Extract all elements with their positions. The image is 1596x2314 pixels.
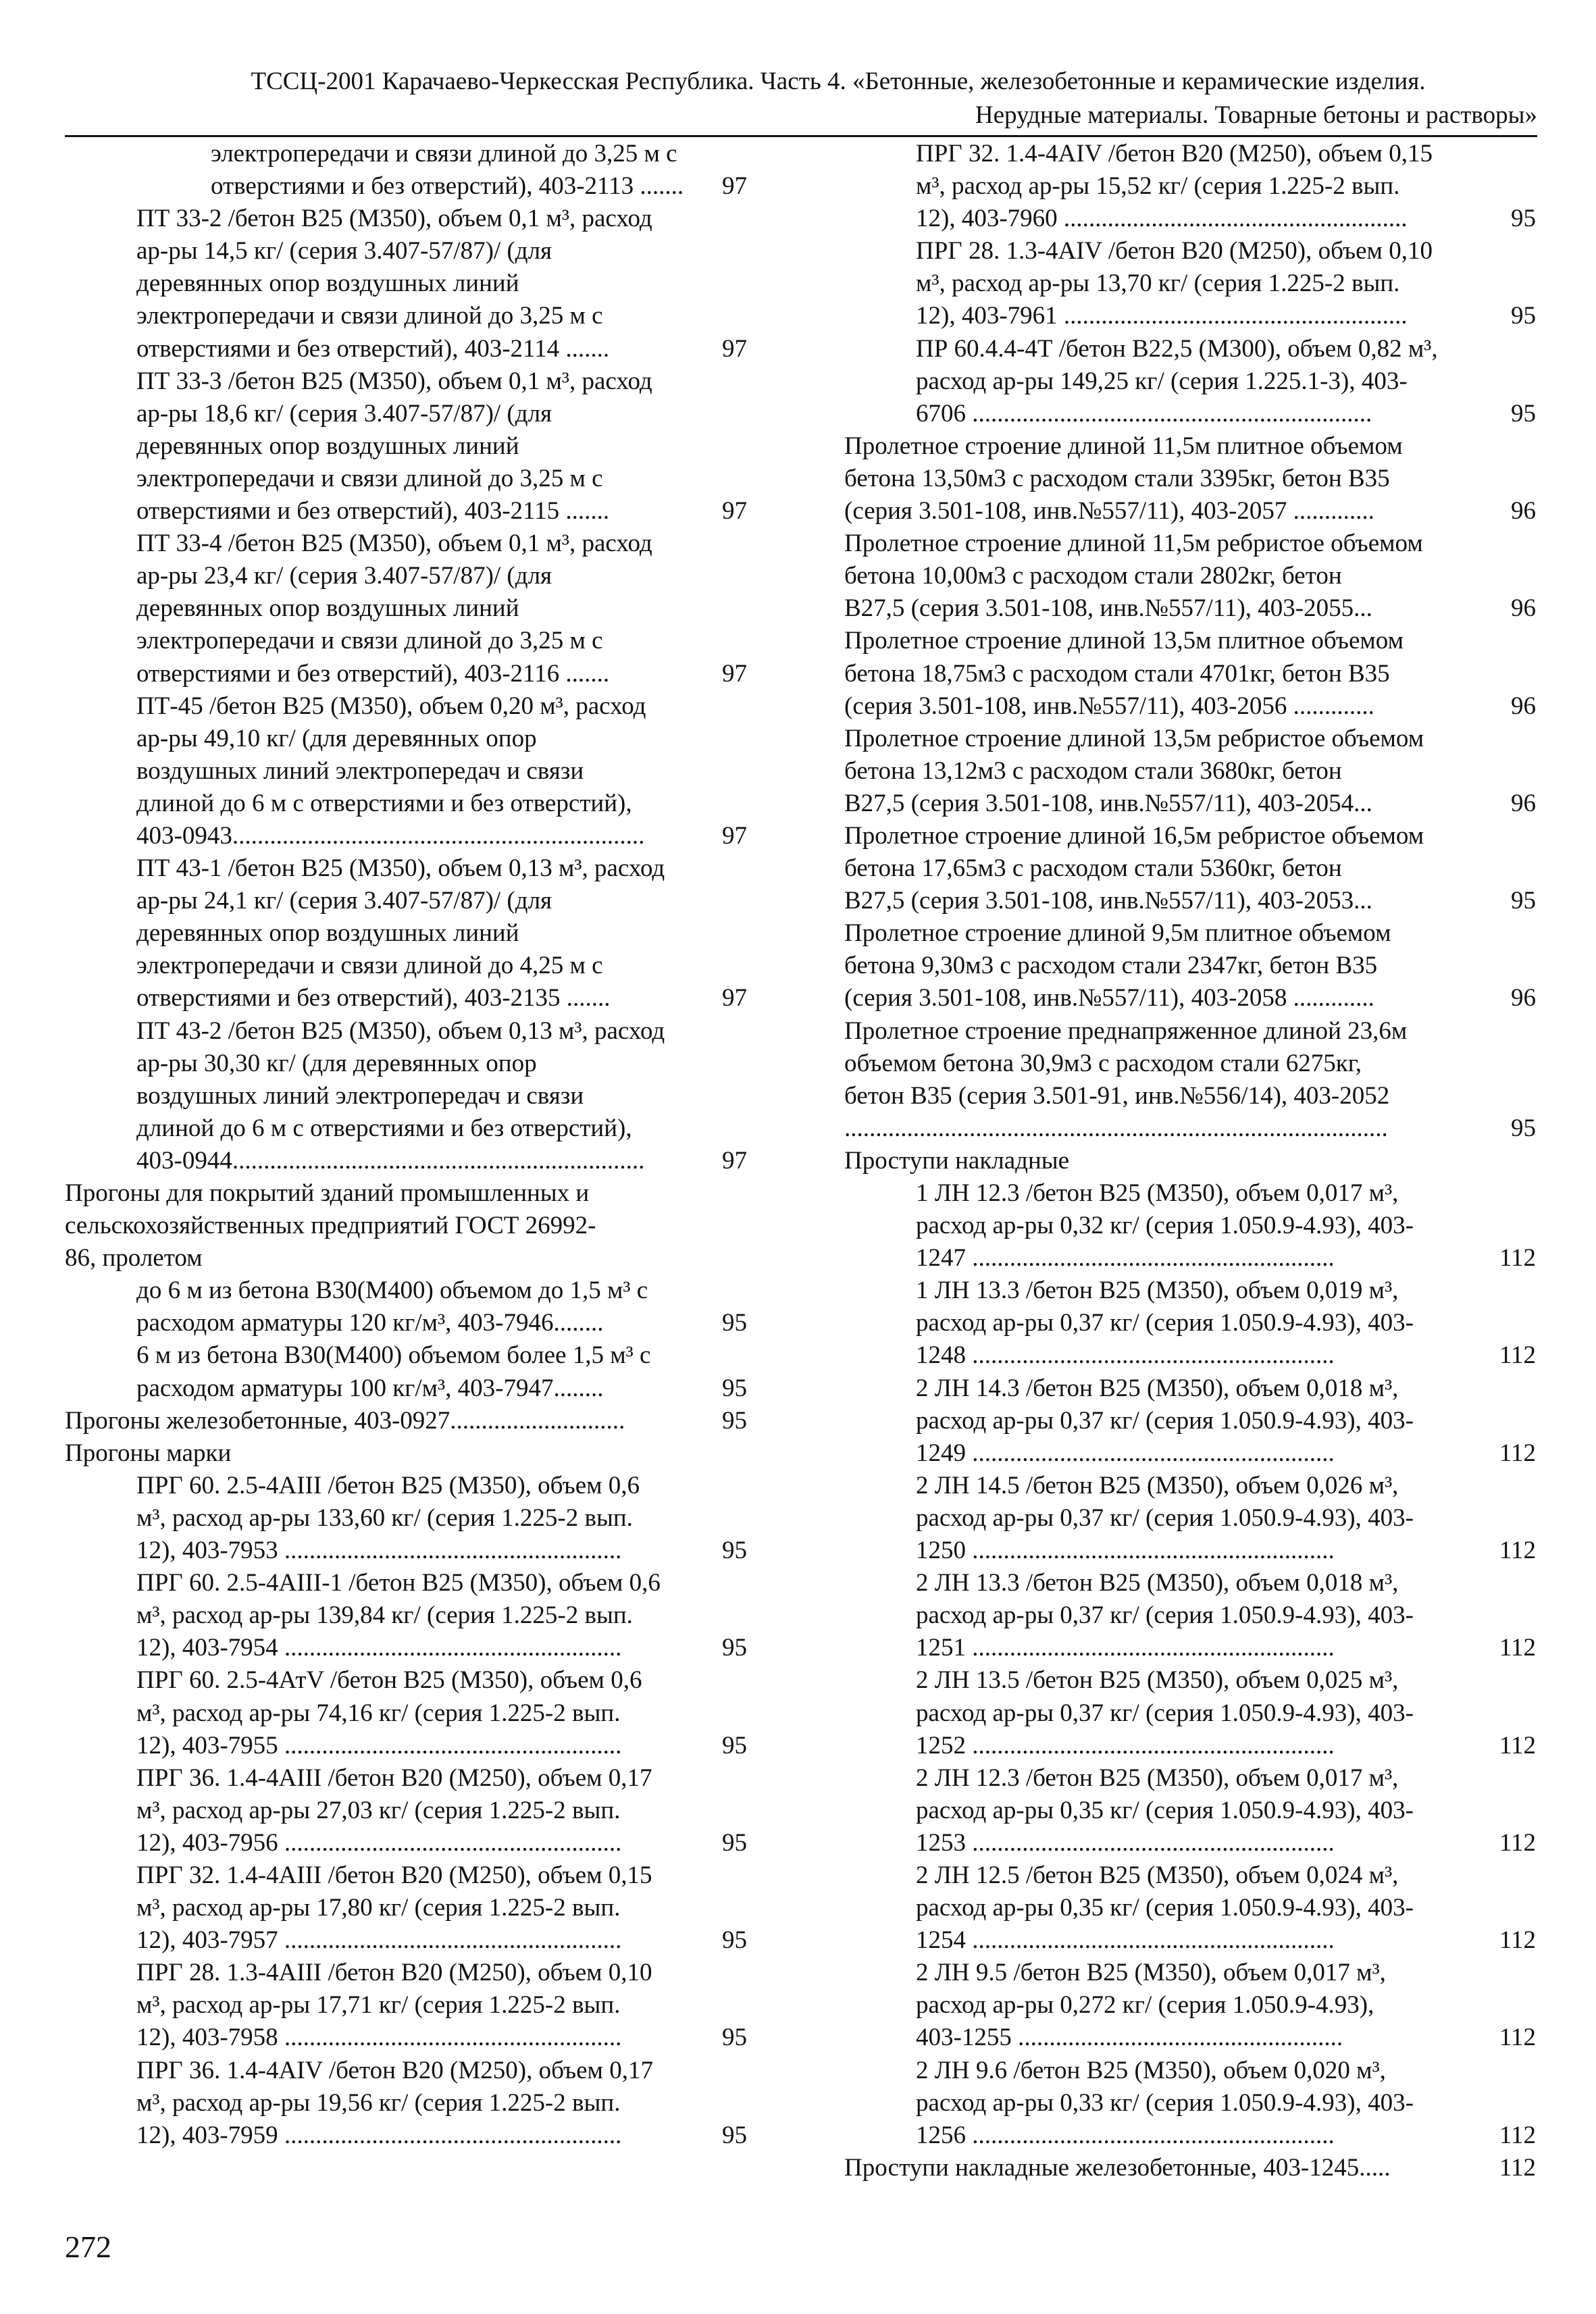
entry-text-line: 1249 .......................................................... bbox=[916, 1439, 1335, 1467]
index-entry bbox=[65, 1762, 747, 1859]
entry-text-line: ПТ 33-4 /бетон В25 (М350), объем 0,1 м³, расход bbox=[136, 530, 652, 558]
entry-page-number: 97 bbox=[719, 658, 747, 690]
entry-page-number: 95 bbox=[719, 2119, 747, 2152]
entry-text-line: В27,5 (серия 3.501-108, инв.№557/11), 403-2054... bbox=[844, 789, 1372, 817]
entry-text-line: 12), 403-7954 ...................................................... bbox=[136, 1634, 622, 1662]
entry-text-line: расход ар-ры 0,35 кг/ (серия 1.050.9-4.93), 403- bbox=[916, 1796, 1414, 1824]
entry-page-number: 96 bbox=[1508, 495, 1536, 528]
entry-text-line: ПРГ 36. 1.4-4АIV /бетон В20 (М250), объем 0,17 bbox=[136, 2056, 653, 2084]
entry-page-number: 112 bbox=[1497, 2119, 1536, 2152]
entry-page-number: 95 bbox=[719, 1827, 747, 1859]
entry-text-line: В27,5 (серия 3.501-108, инв.№557/11), 403-2053... bbox=[844, 887, 1372, 915]
entry-text-line: воздушных линий электропередач и связи bbox=[136, 1081, 584, 1110]
entry-text-line: ПТ 43-2 /бетон В25 (М350), объем 0,13 м³, расход bbox=[136, 1017, 665, 1045]
index-entry bbox=[65, 203, 747, 365]
entry-text-line: Прогоны железобетонные, 403-0927............................ bbox=[65, 1406, 625, 1435]
entry-text-line: 12), 403-7958 ...................................................... bbox=[136, 2024, 622, 2052]
entry-text-line: 12), 403-7953 ...................................................... bbox=[136, 1537, 622, 1565]
entry-text-line: ар-ры 49,10 кг/ (для деревянных опор bbox=[136, 724, 537, 752]
index-column-right bbox=[844, 138, 1536, 2184]
entry-text-line: 403-1255 .................................................... bbox=[916, 2024, 1343, 2052]
entry-text-line: ПРГ 32. 1.4-4АIII /бетон В20 (М250), объем 0,15 bbox=[136, 1861, 652, 1889]
entry-page-number: 96 bbox=[1508, 788, 1536, 820]
index-entry bbox=[65, 1177, 747, 1275]
entry-text-line: электропередачи и связи длиной до 3,25 м с bbox=[136, 464, 603, 492]
entry-text-line: Пролетное строение длиной 9,5м плитное объемом bbox=[844, 919, 1391, 948]
entry-text-line: Пролетное строение длиной 16,5м ребристое объемом bbox=[844, 821, 1424, 850]
entry-page-number: 112 bbox=[1497, 1437, 1536, 1470]
entry-text-line: отверстиями и без отверстий), 403-2113 ....... bbox=[211, 172, 684, 201]
entry-page-number: 95 bbox=[719, 1632, 747, 1664]
entry-text-line: ПТ-45 /бетон В25 (М350), объем 0,20 м³, расход bbox=[136, 692, 646, 720]
entry-text-line: расход ар-ры 0,37 кг/ (серия 1.050.9-4.93), 403- bbox=[916, 1406, 1414, 1435]
header-rule bbox=[65, 135, 1537, 137]
entry-text-line: отверстиями и без отверстий), 403-2115 ....... bbox=[136, 497, 610, 525]
index-entry bbox=[844, 917, 1536, 1014]
entry-text-line: м³, расход ар-ры 133,60 кг/ (серия 1.225-2 вып. bbox=[136, 1503, 633, 1532]
entry-text-line: деревянных опор воздушных линий bbox=[136, 919, 519, 948]
index-entry bbox=[844, 1015, 1536, 1145]
entry-text-line: бетон В35 (серия 3.501-91, инв.№556/14), 403-2052 bbox=[844, 1081, 1390, 1110]
entry-text-line: отверстиями и без отверстий), 403-2116 ....... bbox=[136, 659, 610, 688]
entry-text-line: ар-ры 30,30 кг/ (для деревянных опор bbox=[136, 1049, 537, 1077]
entry-text-line: ПРГ 60. 2.5-4АтV /бетон В25 (М350), объем 0,6 bbox=[136, 1666, 642, 1695]
entry-text-line: 2 ЛН 9.5 /бетон В25 (М350), объем 0,017 м³, bbox=[916, 1959, 1386, 1987]
entry-text-line: расходом арматуры 120 кг/м³, 403-7946........ bbox=[136, 1309, 604, 1337]
running-header bbox=[65, 65, 1537, 132]
entry-text-line: м³, расход ар-ры 15,52 кг/ (серия 1.225-2 вып. bbox=[916, 172, 1400, 201]
index-entry bbox=[844, 528, 1536, 625]
entry-text-line: ПРГ 60. 2.5-4АIII-1 /бетон В25 (М350), объем 0,6 bbox=[136, 1569, 661, 1597]
index-entry bbox=[844, 1859, 1536, 1957]
entry-text-line: 6 м из бетона В30(М400) объемом более 1,5 м³ с bbox=[136, 1341, 651, 1370]
entry-page-number: 96 bbox=[1508, 592, 1536, 625]
index-entry bbox=[844, 2152, 1536, 2184]
index-entry bbox=[65, 1437, 747, 1470]
entry-text-line: (серия 3.501-108, инв.№557/11), 403-2056 ............. bbox=[844, 692, 1374, 720]
entry-text-line: м³, расход ар-ры 17,71 кг/ (серия 1.225-2 вып. bbox=[136, 1991, 621, 2020]
index-entry bbox=[844, 1762, 1536, 1859]
entry-text-line: бетона 18,75м3 с расходом стали 4701кг, бетон В35 bbox=[844, 659, 1390, 688]
index-entry bbox=[844, 2055, 1536, 2152]
entry-text-line: расход ар-ры 0,37 кг/ (серия 1.050.9-4.93), 403- bbox=[916, 1601, 1414, 1630]
entry-text-line: ....................................................................................... bbox=[844, 1114, 1388, 1142]
index-entry bbox=[844, 1177, 1536, 1275]
entry-text-line: 1 ЛН 13.3 /бетон В25 (М350), объем 0,019 м³, bbox=[916, 1277, 1399, 1305]
entry-page-number: 95 bbox=[719, 1730, 747, 1762]
index-entry bbox=[844, 1567, 1536, 1664]
entry-page-number: 112 bbox=[1497, 1827, 1536, 1859]
entry-text-line: 2 ЛН 12.5 /бетон В25 (М350), объем 0,024 м³, bbox=[916, 1861, 1399, 1889]
entry-page-number: 95 bbox=[719, 1307, 747, 1339]
entry-text-line: 1253 .......................................................... bbox=[916, 1828, 1335, 1857]
entry-page-number: 112 bbox=[1497, 2022, 1536, 2054]
entry-text-line: (серия 3.501-108, инв.№557/11), 403-2057 ............. bbox=[844, 497, 1374, 525]
entry-page-number: 97 bbox=[719, 170, 747, 203]
entry-text-line: 12), 403-7960 ....................................................... bbox=[916, 205, 1408, 233]
entry-text-line: Проступи накладные железобетонные, 403-1245..... bbox=[844, 2153, 1391, 2182]
entry-text-line: расход ар-ры 149,25 кг/ (серия 1.225.1-3), 403- bbox=[916, 367, 1408, 395]
index-entry bbox=[844, 333, 1536, 430]
index-entry bbox=[844, 1275, 1536, 1372]
index-entry bbox=[65, 1405, 747, 1437]
index-column-left bbox=[65, 138, 747, 2152]
entry-text-line: 12), 403-7957 ...................................................... bbox=[136, 1926, 622, 1955]
entry-page-number: 95 bbox=[719, 2022, 747, 2054]
entry-page-number: 95 bbox=[1508, 203, 1536, 235]
entry-text-line: бетона 13,12м3 с расходом стали 3680кг, бетон bbox=[844, 756, 1342, 785]
entry-text-line: 12), 403-7955 ...................................................... bbox=[136, 1731, 622, 1759]
entry-text-line: ПРГ 32. 1.4-4АIV /бетон В20 (М250), объем 0,15 bbox=[916, 140, 1433, 168]
entry-text-line: электропередачи и связи длиной до 3,25 м с bbox=[136, 302, 603, 330]
entry-page-number: 95 bbox=[1508, 300, 1536, 332]
entry-text-line: отверстиями и без отверстий), 403-2135 ....... bbox=[136, 984, 611, 1012]
entry-text-line: м³, расход ар-ры 27,03 кг/ (серия 1.225-2 вып. bbox=[136, 1796, 621, 1824]
entry-page-number: 95 bbox=[719, 1405, 747, 1437]
entry-text-line: бетона 17,65м3 с расходом стали 5360кг, бетон bbox=[844, 854, 1342, 883]
entry-text-line: бетона 10,00м3 с расходом стали 2802кг, бетон bbox=[844, 562, 1342, 590]
entry-text-line: 403-0944.................................................................. bbox=[136, 1146, 645, 1175]
entry-page-number: 96 bbox=[1508, 690, 1536, 723]
entry-text-line: расходом арматуры 100 кг/м³, 403-7947........ bbox=[136, 1374, 604, 1402]
entry-text-line: длиной до 6 м с отверстиями и без отверстий), bbox=[136, 789, 632, 817]
entry-page-number: 95 bbox=[1508, 885, 1536, 917]
index-entry bbox=[844, 1664, 1536, 1762]
entry-page-number: 97 bbox=[719, 333, 747, 365]
entry-text-line: м³, расход ар-ры 139,84 кг/ (серия 1.225-2 вып. bbox=[136, 1601, 633, 1630]
entry-text-line: Пролетное строение длиной 13,5м ребристое объемом bbox=[844, 724, 1424, 752]
entry-text-line: 2 ЛН 13.3 /бетон В25 (М350), объем 0,018 м³, bbox=[916, 1569, 1399, 1597]
entry-text-line: 12), 403-7959 ...................................................... bbox=[136, 2121, 622, 2149]
index-entry bbox=[65, 1957, 747, 2054]
entry-text-line: ар-ры 18,6 кг/ (серия 3.407-57/87)/ (для bbox=[136, 399, 552, 428]
index-entry bbox=[65, 528, 747, 690]
index-entry bbox=[65, 1470, 747, 1567]
entry-text-line: 2 ЛН 14.3 /бетон В25 (М350), объем 0,018 м³, bbox=[916, 1374, 1399, 1402]
entry-text-line: ПРГ 36. 1.4-4АIII /бетон В20 (М250), объем 0,17 bbox=[136, 1764, 652, 1792]
entry-page-number: 97 bbox=[719, 495, 747, 528]
entry-text-line: 2 ЛН 9.6 /бетон В25 (М350), объем 0,020 м³, bbox=[916, 2056, 1386, 2084]
entry-text-line: Пролетное строение длиной 11,5м плитное объемом bbox=[844, 432, 1403, 460]
index-entry bbox=[65, 2055, 747, 2152]
entry-text-line: 12), 403-7956 ...................................................... bbox=[136, 1828, 622, 1857]
index-entry bbox=[65, 1859, 747, 1957]
entry-text-line: расход ар-ры 0,272 кг/ (серия 1.050.9-4.93), bbox=[916, 1991, 1374, 2020]
entry-text-line: Прогоны марки bbox=[65, 1439, 232, 1467]
entry-text-line: расход ар-ры 0,32 кг/ (серия 1.050.9-4.93), 403- bbox=[916, 1212, 1414, 1240]
entry-page-number: 95 bbox=[719, 1535, 747, 1567]
entry-text-line: ПР 60.4.4-4Т /бетон В22,5 (М300), объем 0,82 м³, bbox=[916, 334, 1438, 363]
entry-text-line: Прогоны для покрытий зданий промышленных и bbox=[65, 1179, 590, 1207]
entry-text-line: бетона 9,30м3 с расходом стали 2347кг, бетон В35 bbox=[844, 952, 1378, 980]
entry-text-line: длиной до 6 м с отверстиями и без отверстий), bbox=[136, 1114, 632, 1142]
entry-text-line: расход ар-ры 0,37 кг/ (серия 1.050.9-4.93), 403- bbox=[916, 1309, 1414, 1337]
index-entry bbox=[65, 1567, 747, 1664]
entry-text-line: 1 ЛН 12.3 /бетон В25 (М350), объем 0,017 м³, bbox=[916, 1179, 1399, 1207]
entry-text-line: отверстиями и без отверстий), 403-2114 ....... bbox=[136, 334, 610, 363]
entry-text-line: 403-0943.................................................................. bbox=[136, 821, 645, 850]
entry-text-line: 1251 .......................................................... bbox=[916, 1634, 1335, 1662]
index-entry bbox=[65, 138, 747, 203]
header-line-2: Нерудные материалы. Товарные бетоны и растворы» bbox=[975, 101, 1537, 129]
entry-text-line: ар-ры 14,5 кг/ (серия 3.407-57/87)/ (для bbox=[136, 237, 552, 265]
entry-text-line: ПРГ 28. 1.3-4АIV /бетон В20 (М250), объем 0,10 bbox=[916, 237, 1433, 265]
entry-page-number: 112 bbox=[1497, 1242, 1536, 1275]
entry-text-line: Проступи накладные bbox=[844, 1146, 1070, 1175]
entry-text-line: объемом бетона 30,9м3 с расходом стали 6275кг, bbox=[844, 1049, 1362, 1077]
entry-text-line: 1254 .......................................................... bbox=[916, 1926, 1335, 1955]
entry-text-line: 12), 403-7961 ....................................................... bbox=[916, 302, 1408, 330]
entry-text-line: Пролетное строение преднапряженное длиной 23,6м bbox=[844, 1017, 1408, 1045]
entry-page-number: 95 bbox=[1508, 398, 1536, 430]
entry-page-number: 112 bbox=[1497, 1535, 1536, 1567]
entry-text-line: 1250 .......................................................... bbox=[916, 1537, 1335, 1565]
entry-text-line: до 6 м из бетона В30(М400) объемом до 1,5 м³ с bbox=[136, 1277, 648, 1305]
index-entry bbox=[65, 852, 747, 1014]
entry-page-number: 97 bbox=[719, 1145, 747, 1177]
index-entry bbox=[844, 1470, 1536, 1567]
entry-text-line: расход ар-ры 0,37 кг/ (серия 1.050.9-4.93), 403- bbox=[916, 1503, 1414, 1532]
entry-text-line: ар-ры 24,1 кг/ (серия 3.407-57/87)/ (для bbox=[136, 887, 552, 915]
entry-text-line: бетона 13,50м3 с расходом стали 3395кг, бетон В35 bbox=[844, 464, 1390, 492]
index-entry bbox=[65, 690, 747, 852]
entry-text-line: ПТ 43-1 /бетон В25 (М350), объем 0,13 м³, расход bbox=[136, 854, 665, 883]
entry-text-line: расход ар-ры 0,35 кг/ (серия 1.050.9-4.93), 403- bbox=[916, 1894, 1414, 1922]
entry-text-line: 2 ЛН 13.5 /бетон В25 (М350), объем 0,025 м³, bbox=[916, 1666, 1399, 1695]
index-entry bbox=[844, 820, 1536, 917]
index-entry bbox=[844, 235, 1536, 332]
entry-page-number: 112 bbox=[1497, 2152, 1536, 2184]
index-entry bbox=[65, 1275, 747, 1339]
index-entry bbox=[844, 1145, 1536, 1177]
entry-text-line: Пролетное строение длиной 13,5м плитное объемом bbox=[844, 627, 1404, 655]
entry-page-number: 95 bbox=[719, 1372, 747, 1405]
entry-page-number: 95 bbox=[1508, 1112, 1536, 1145]
entry-text-line: деревянных опор воздушных линий bbox=[136, 432, 519, 460]
index-entry bbox=[65, 365, 747, 528]
entry-text-line: 1247 .......................................................... bbox=[916, 1244, 1335, 1272]
index-entry bbox=[844, 1957, 1536, 2054]
entry-text-line: воздушных линий электропередач и связи bbox=[136, 756, 584, 785]
page-number: 272 bbox=[65, 2230, 111, 2264]
entry-text-line: м³, расход ар-ры 17,80 кг/ (серия 1.225-2 вып. bbox=[136, 1894, 621, 1922]
entry-text-line: ПРГ 28. 1.3-4АIII /бетон В20 (М250), объем 0,10 bbox=[136, 1959, 652, 1987]
index-entry bbox=[65, 1664, 747, 1762]
entry-text-line: электропередачи и связи длиной до 3,25 м с bbox=[136, 627, 603, 655]
entry-page-number: 97 bbox=[719, 820, 747, 852]
entry-page-number: 95 bbox=[719, 1924, 747, 1957]
entry-text-line: м³, расход ар-ры 74,16 кг/ (серия 1.225-2 вып. bbox=[136, 1699, 621, 1727]
entry-text-line: 1256 .......................................................... bbox=[916, 2121, 1335, 2149]
index-entry bbox=[844, 430, 1536, 528]
entry-page-number: 96 bbox=[1508, 982, 1536, 1014]
entry-text-line: ПРГ 60. 2.5-4АIII /бетон В25 (М350), объем 0,6 bbox=[136, 1471, 640, 1499]
entry-text-line: ПТ 33-3 /бетон В25 (М350), объем 0,1 м³, расход bbox=[136, 367, 652, 395]
entry-text-line: ПТ 33-2 /бетон В25 (М350), объем 0,1 м³, расход bbox=[136, 205, 652, 233]
entry-text-line: 2 ЛН 12.3 /бетон В25 (М350), объем 0,017 м³, bbox=[916, 1764, 1399, 1792]
entry-page-number: 112 bbox=[1497, 1730, 1536, 1762]
entry-page-number: 112 bbox=[1497, 1924, 1536, 1957]
entry-text-line: электропередачи и связи длиной до 3,25 м с bbox=[211, 140, 677, 168]
entry-text-line: В27,5 (серия 3.501-108, инв.№557/11), 403-2055... bbox=[844, 594, 1372, 623]
entry-text-line: 6706 ................................................................ bbox=[916, 399, 1372, 428]
entry-text-line: 1248 .......................................................... bbox=[916, 1341, 1335, 1370]
index-entry bbox=[844, 138, 1536, 235]
entry-text-line: электропередачи и связи длиной до 4,25 м с bbox=[136, 952, 603, 980]
index-entry bbox=[844, 723, 1536, 820]
entry-text-line: расход ар-ры 0,33 кг/ (серия 1.050.9-4.93), 403- bbox=[916, 2088, 1414, 2117]
entry-text-line: 86, пролетом bbox=[65, 1244, 203, 1272]
entry-text-line: 2 ЛН 14.5 /бетон В25 (М350), объем 0,026 м³, bbox=[916, 1471, 1399, 1499]
index-entry bbox=[844, 1372, 1536, 1470]
entry-text-line: Пролетное строение длиной 11,5м ребристое объемом bbox=[844, 530, 1423, 558]
entry-page-number: 97 bbox=[719, 982, 747, 1014]
entry-text-line: деревянных опор воздушных линий bbox=[136, 269, 519, 298]
index-entry bbox=[65, 1015, 747, 1177]
entry-text-line: ар-ры 23,4 кг/ (серия 3.407-57/87)/ (для bbox=[136, 562, 552, 590]
entry-text-line: 1252 .......................................................... bbox=[916, 1731, 1335, 1759]
entry-text-line: сельскохозяйственных предприятий ГОСТ 26992- bbox=[65, 1212, 596, 1240]
header-line-1: ТССЦ-2001 Карачаево-Черкесская Республика. Часть 4. «Бетонные, железобетонные и керамические изделия. bbox=[251, 68, 1426, 95]
index-entry bbox=[844, 625, 1536, 722]
index-entry bbox=[65, 1339, 747, 1404]
entry-page-number: 112 bbox=[1497, 1339, 1536, 1372]
entry-text-line: м³, расход ар-ры 13,70 кг/ (серия 1.225-2 вып. bbox=[916, 269, 1400, 298]
entry-text-line: расход ар-ры 0,37 кг/ (серия 1.050.9-4.93), 403- bbox=[916, 1699, 1414, 1727]
entry-page-number: 112 bbox=[1497, 1632, 1536, 1664]
entry-text-line: деревянных опор воздушных линий bbox=[136, 594, 519, 623]
entry-text-line: м³, расход ар-ры 19,56 кг/ (серия 1.225-2 вып. bbox=[136, 2088, 621, 2117]
entry-text-line: (серия 3.501-108, инв.№557/11), 403-2058 ............. bbox=[844, 984, 1374, 1012]
